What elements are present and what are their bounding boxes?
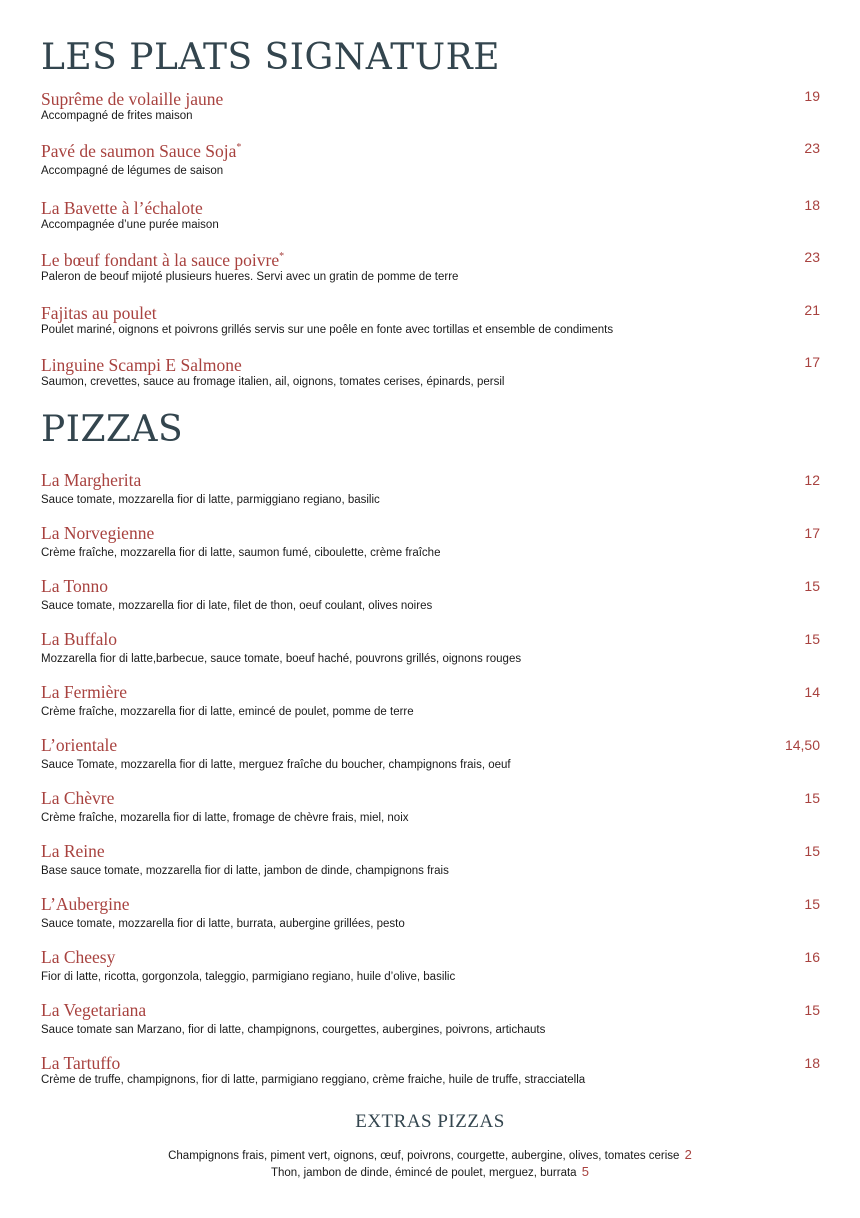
signature-section-title: LES PLATS SIGNATURE — [41, 37, 500, 78]
item-price: 21 — [804, 302, 820, 318]
item-name: Fajitas au poulet — [41, 302, 157, 323]
menu-item — [41, 629, 820, 667]
item-price: 15 — [804, 631, 820, 647]
item-price: 19 — [804, 88, 820, 104]
item-name: La Chèvre — [41, 788, 115, 808]
item-name: La Buffalo — [41, 629, 117, 649]
item-description: Accompagné de légumes de saison — [41, 164, 224, 177]
menu-item — [41, 1000, 820, 1038]
menu-item — [41, 523, 820, 561]
item-description: Base sauce tomate, mozzarella fior di latte, jambon de dinde, champignons frais — [41, 865, 449, 877]
menu-item — [41, 300, 820, 338]
item-price: 16 — [804, 949, 820, 965]
item-name: L’Aubergine — [41, 894, 130, 914]
menu-item — [41, 947, 820, 985]
menu-item — [41, 841, 820, 879]
item-name: Suprême de volaille jaune — [41, 88, 224, 109]
item-description: Mozzarella fior di latte,barbecue, sauce tomate, boeuf haché, pouvrons grillés, oignons rouges — [41, 653, 522, 665]
item-price: 18 — [804, 197, 820, 213]
item-description: Crème de truffe, champignons, fior di latte, parmigiano reggiano, crème fraiche, huile de truffe, stracciatella — [41, 1074, 586, 1086]
item-description: Saumon, crevettes, sauce au fromage italien, ail, oignons, tomates cerises, épinards, persil — [41, 375, 505, 388]
extras-price: 2 — [684, 1147, 692, 1162]
item-description: Sauce tomate, mozzarella fior di late, filet de thon, oeuf coulant, olives noires — [41, 600, 433, 612]
item-name: La Tonno — [41, 576, 108, 596]
item-description: Crème fraîche, mozarella fior di latte, fromage de chèvre frais, miel, noix — [41, 812, 409, 824]
item-description: Sauce tomate, mozzarella fior di latte, parmiggiano regiano, basilic — [41, 494, 380, 506]
menu-item — [41, 788, 820, 826]
item-description: Sauce tomate, mozzarella fior di latte, burrata, aubergine grillées, pesto — [41, 918, 405, 930]
item-description: Paleron de beouf mijoté plusieurs hueres. Servi avec un gratin de pomme de terre — [41, 270, 459, 283]
item-description: Fior di latte, ricotta, gorgonzola, taleggio, parmigiano regiano, huile d’olive, basilic — [41, 971, 456, 983]
item-price: 18 — [804, 1055, 820, 1071]
item-description: Sauce Tomate, mozzarella fior di latte, merguez fraîche du boucher, champignons frais, oeuf — [41, 759, 511, 771]
extras-text: Champignons frais, piment vert, oignons, œuf, poivrons, courgette, aubergine, olives, tomates cerise — [168, 1150, 680, 1162]
item-price: 14,50 — [784, 737, 820, 753]
menu-item — [41, 352, 820, 390]
menu-item — [41, 470, 820, 508]
extras-line — [0, 1147, 860, 1164]
item-price: 17 — [804, 525, 820, 541]
item-description: Poulet mariné, oignons et poivrons grillés servis sur une poêle en fonte avec tortillas et ensemble de condiments — [41, 323, 614, 336]
extras-line — [0, 1164, 860, 1181]
pizzas-section-title: PIZZAS — [41, 409, 184, 450]
menu-item — [41, 86, 820, 124]
item-description: Crème fraîche, mozzarella fior di latte, emincé de poulet, pomme de terre — [41, 706, 414, 718]
item-price: 14 — [804, 684, 820, 700]
item-name: La Norvegienne — [41, 523, 155, 543]
menu-item — [41, 576, 820, 614]
extras-text: Thon, jambon de dinde, émincé de poulet, merguez, burrata — [270, 1167, 577, 1179]
extras-title: EXTRAS PIZZAS — [355, 1111, 505, 1132]
item-price: 15 — [804, 843, 820, 859]
item-description: Accompagné de frites maison — [41, 109, 193, 122]
item-price: 15 — [804, 790, 820, 806]
item-price: 15 — [804, 578, 820, 594]
item-description: Accompagnée d’une purée maison — [41, 218, 219, 231]
item-name: La Vegetariana — [41, 1000, 147, 1020]
item-price: 23 — [804, 249, 820, 265]
item-name: La Cheesy — [41, 947, 116, 967]
item-name: La Tartuffo — [41, 1053, 121, 1073]
item-price: 15 — [804, 1002, 820, 1018]
item-description: Crème fraîche, mozzarella fior di latte, saumon fumé, ciboulette, crème fraîche — [41, 547, 441, 559]
menu-item — [41, 195, 820, 233]
item-price: 17 — [804, 354, 820, 370]
menu-item — [41, 894, 820, 932]
menu-item — [41, 138, 820, 179]
menu-item — [41, 247, 820, 285]
menu-item — [41, 682, 820, 720]
item-name: La Bavette à l’échalote — [41, 197, 203, 218]
item-name: La Fermière — [41, 682, 127, 702]
item-description: Sauce tomate san Marzano, fior di latte, champignons, courgettes, aubergines, poivrons, artichauts — [41, 1024, 546, 1036]
item-name: Linguine Scampi E Salmone — [41, 354, 242, 375]
item-price: 12 — [804, 472, 820, 488]
item-name: La Reine — [41, 841, 105, 861]
item-price: 23 — [804, 140, 820, 156]
item-name: La Margherita — [41, 470, 142, 490]
item-name: Le bœuf fondant à la sauce poivre* — [41, 249, 285, 270]
menu-item — [41, 1053, 820, 1088]
item-name: Pavé de saumon Sauce Soja* — [41, 140, 242, 161]
item-name: L’orientale — [41, 735, 118, 755]
extras-price: 5 — [581, 1164, 589, 1179]
menu-item — [41, 735, 820, 773]
item-price: 15 — [804, 896, 820, 912]
